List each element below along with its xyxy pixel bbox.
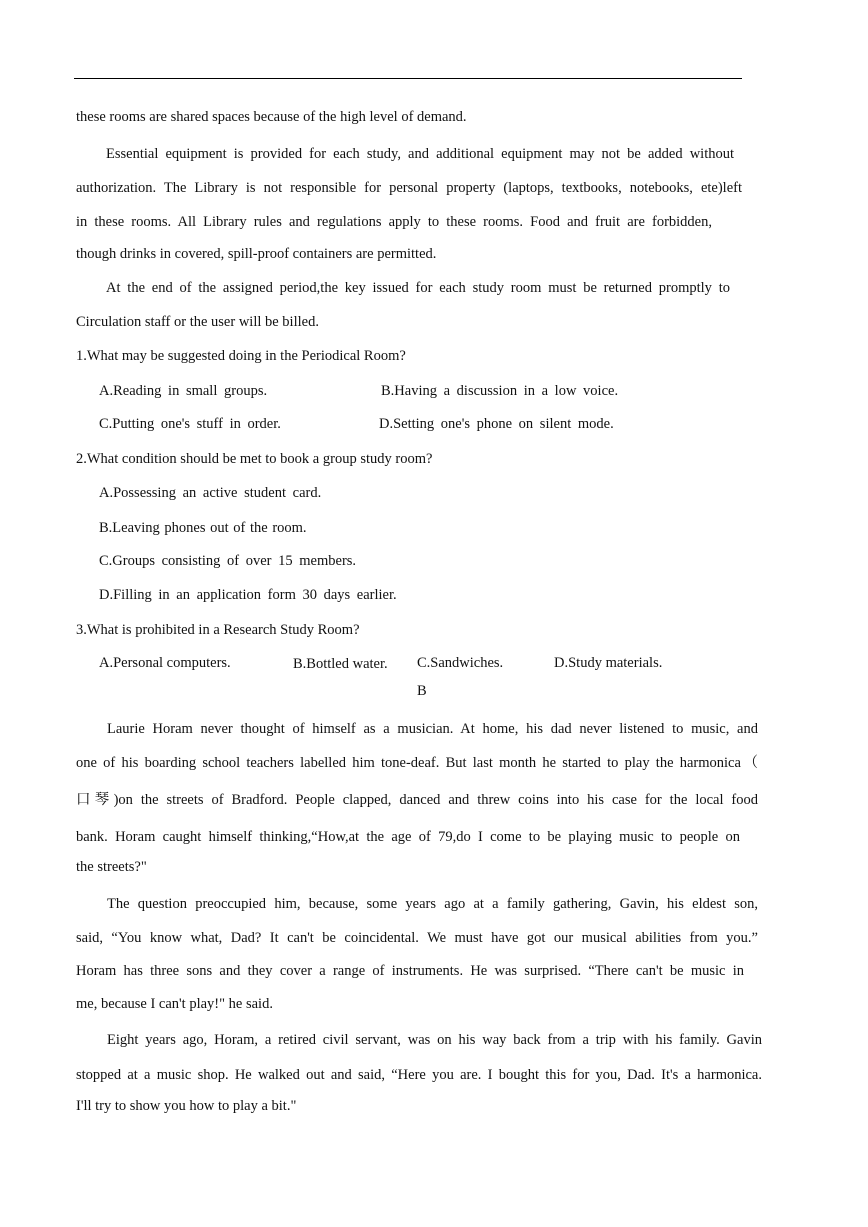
passage-b-line: bank. Horam caught himself thinking,“How,at the age of 79,do I come to be playing music to people on (76, 829, 740, 845)
passage-b-line: Eight years ago, Horam, a retired civil servant, was on his way back from a trip with his family. Gavin (107, 1032, 762, 1048)
question-stem: 3.What is prohibited in a Research Study Room? (76, 622, 360, 638)
question-option: D.Setting one's phone on silent mode. (379, 416, 614, 432)
question-option: C.Putting one's stuff in order. (99, 416, 281, 432)
passage-b-line: me, because I can't play!" he said. (76, 996, 273, 1012)
question-option: B.Having a discussion in a low voice. (381, 383, 619, 399)
question-option: C.Sandwiches. (417, 655, 504, 671)
passage-a-line: in these rooms. All Library rules and regulations apply to these rooms. Food and fruit are forbidden, (76, 214, 712, 230)
question-option: A.Reading in small groups. (99, 383, 268, 399)
passage-b-line: Horam has three sons and they cover a range of instruments. He was surprised. “There can't be music in (76, 963, 744, 979)
passage-b-line: I'll try to show you how to play a bit." (76, 1098, 297, 1114)
passage-a-line: At the end of the assigned period,the key issued for each study room must be returned promptly to (106, 280, 730, 296)
question-option: A.Possessing an active student card. (99, 485, 322, 501)
passage-a-line: these rooms are shared spaces because of the high level of demand. (76, 109, 467, 125)
passage-a-line: Essential equipment is provided for each study, and additional equipment may not be added without (106, 146, 734, 162)
question-option: B.Bottled water. (293, 656, 388, 672)
question-option: B.Leaving phones out of the room. (99, 520, 307, 536)
passage-b-line: 口琴)on the streets of Bradford. People clapped, danced and threw coins into his case for the local food (76, 792, 758, 808)
passage-b-line: one of his boarding school teachers labelled him tone-deaf. But last month he started to play the harmonica（ (76, 755, 758, 771)
question-stem: 2.What condition should be met to book a group study room? (76, 451, 433, 467)
section-heading: B (417, 683, 427, 699)
question-option: D.Study materials. (554, 655, 663, 671)
passage-a-line: though drinks in covered, spill-proof containers are permitted. (76, 246, 437, 262)
passage-b-line: Laurie Horam never thought of himself as a musician. At home, his dad never listened to music, and (107, 721, 758, 737)
header-rule (74, 78, 742, 79)
passage-b-line: said, “You know what, Dad? It can't be coincidental. We must have got our musical abilities from you.” (76, 930, 758, 946)
question-option: D.Filling in an application form 30 days earlier. (99, 587, 397, 603)
passage-b-line: stopped at a music shop. He walked out and said, “Here you are. I bought this for you, Dad. It's a harmonica. (76, 1067, 762, 1083)
passage-b-line: The question preoccupied him, because, some years ago at a family gathering, Gavin, his eldest son, (107, 896, 758, 912)
question-option: A.Personal computers. (99, 655, 231, 671)
passage-a-line: authorization. The Library is not responsible for personal property (laptops, textbooks, notebooks, ete)left (76, 180, 742, 196)
passage-b-line: the streets?" (76, 859, 147, 875)
question-stem: 1.What may be suggested doing in the Periodical Room? (76, 348, 406, 364)
passage-a-line: Circulation staff or the user will be billed. (76, 314, 319, 330)
question-option: C.Groups consisting of over 15 members. (99, 553, 357, 569)
